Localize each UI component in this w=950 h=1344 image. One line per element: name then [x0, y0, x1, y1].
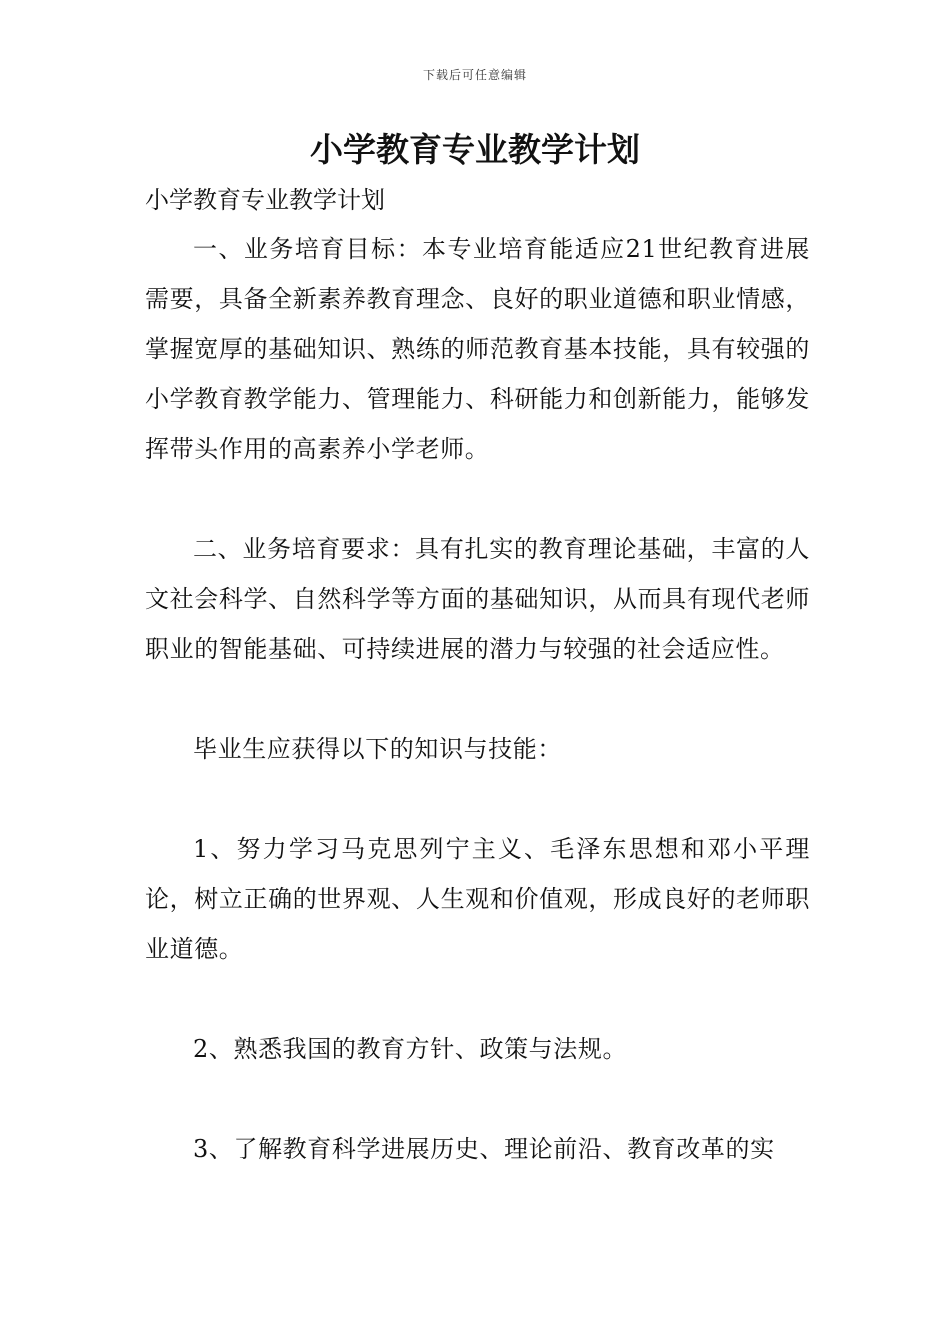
paragraph-gap	[145, 474, 810, 524]
document-body	[145, 176, 810, 1174]
paragraph-item-1: 1、努力学习马克思列宁主义、毛泽东思想和邓小平理论，树立正确的世界观、人生观和价值观，形成良好的老师职业道德。	[145, 835, 810, 963]
paragraph-training-goal: 一、业务培育目标：本专业培育能适应21世纪教育进展需要，具备全新素养教育理念、良好的职业道德和职业情感，掌握宽厚的基础知识、熟练的师范教育基本技能，具有较强的小学教育教学能力、管理能力、科研能力和创新能力，能够发挥带头作用的高素养小学老师。	[145, 235, 810, 463]
paragraph-item-2: 2、熟悉我国的教育方针、政策与法规。	[193, 1035, 628, 1063]
paragraph-gap	[145, 774, 810, 824]
paragraph-gap	[145, 1074, 810, 1124]
paragraph-training-requirement: 二、业务培育要求：具有扎实的教育理论基础，丰富的人文社会科学、自然科学等方面的基础知识，从而具有现代老师职业的智能基础、可持续进展的潜力与较强的社会适应性。	[145, 535, 810, 663]
paragraph-skills-intro: 毕业生应获得以下的知识与技能：	[193, 735, 562, 763]
paragraph-gap	[145, 974, 810, 1024]
paragraph-gap	[145, 674, 810, 724]
header-note: 下载后可任意编辑	[422, 68, 527, 82]
document-title: 小学教育专业教学计划	[310, 130, 640, 169]
paragraph-item-3: 3、了解教育科学进展历史、理论前沿、教育改革的实	[193, 1135, 775, 1163]
document-subtitle: 小学教育专业教学计划	[145, 186, 385, 214]
